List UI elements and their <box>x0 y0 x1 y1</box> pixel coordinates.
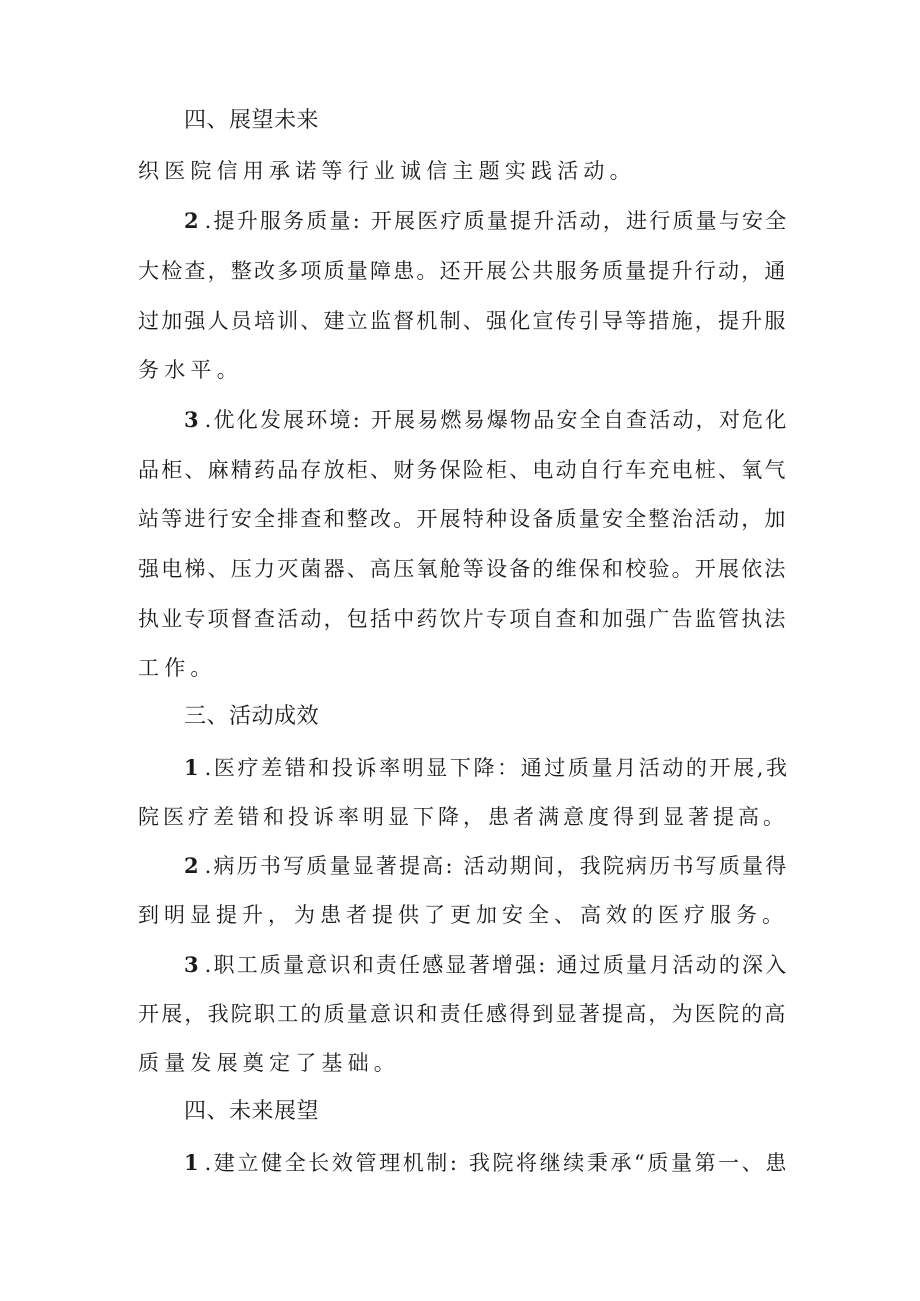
header-title: 四、展望未来 <box>184 108 320 133</box>
paragraph-line: 过加强人员培训、建立监督机制、强化宣传引导等措施，提升服 <box>138 309 788 333</box>
paragraph-line: 大检查，整改多项质量障患。还开展公共服务质量提升行动，通 <box>138 259 788 283</box>
paragraph-line: 执业专项督查活动，包括中药饮片专项自查和加强广告监管执法 <box>138 607 788 631</box>
paragraph-text: .职工质量意识和责任感显著增强: 通过质量月活动的深入 <box>204 953 789 977</box>
paragraph-first-line <box>184 405 788 435</box>
item-number: 2 <box>184 208 199 233</box>
item-number: 3 <box>184 407 199 432</box>
paragraph-first-line <box>184 753 790 783</box>
paragraph-line: 强电梯、压力灭菌器、高压氧舱等设备的维保和校验。开展依法 <box>138 557 788 581</box>
paragraph-line: 质量发展奠定了基础。 <box>138 1051 400 1075</box>
paragraph-text: .医疗差错和投诉率明显下降：通过质量月活动的开展,我 <box>204 756 790 780</box>
paragraph-line: 工作。 <box>138 656 217 680</box>
paragraph-line: 到明显提升，为患者提供了更加安全、高效的医疗服务。 <box>138 903 788 927</box>
section-heading: 三、活动成效 <box>184 704 320 729</box>
paragraph-text: .建立健全长效管理机制: 我院将继续秉承“质量第一、患 <box>204 1151 789 1175</box>
paragraph-first-line <box>184 851 788 881</box>
item-number: 3 <box>184 952 199 977</box>
item-number: 1 <box>184 1150 199 1175</box>
paragraph-first-line <box>184 950 788 980</box>
paragraph-line: 开展，我院职工的质量意识和责任感得到显著提高，为医院的高 <box>138 1002 788 1026</box>
item-number: 2 <box>184 853 199 878</box>
paragraph-line: 务水平。 <box>138 358 243 382</box>
fragment-line: 织医院信用承诺等行业诚信主题实践活动。 <box>138 159 636 183</box>
paragraph-text: .提升服务质量: 开展医疗质量提升活动，进行质量与安全 <box>204 209 789 233</box>
section-heading: 四、未来展望 <box>184 1099 320 1124</box>
paragraph-text: .病历书写质量显著提高: 活动期间，我院病历书写质量得 <box>204 854 789 878</box>
paragraph-line: 院医疗差错和投诉率明显下降，患者满意度得到显著提高。 <box>138 805 788 829</box>
item-number: 1 <box>184 755 199 780</box>
paragraph-first-line <box>184 1148 789 1178</box>
paragraph-text: .优化发展环境: 开展易燃易爆物品安全自查活动，对危化 <box>204 408 789 432</box>
paragraph-first-line <box>184 206 788 236</box>
paragraph-line: 站等进行安全排查和整改。开展特种设备质量安全整治活动，加 <box>138 507 788 531</box>
paragraph-line: 品柜、麻精药品存放柜、财务保险柜、电动自行车充电桩、氧气 <box>138 458 788 482</box>
